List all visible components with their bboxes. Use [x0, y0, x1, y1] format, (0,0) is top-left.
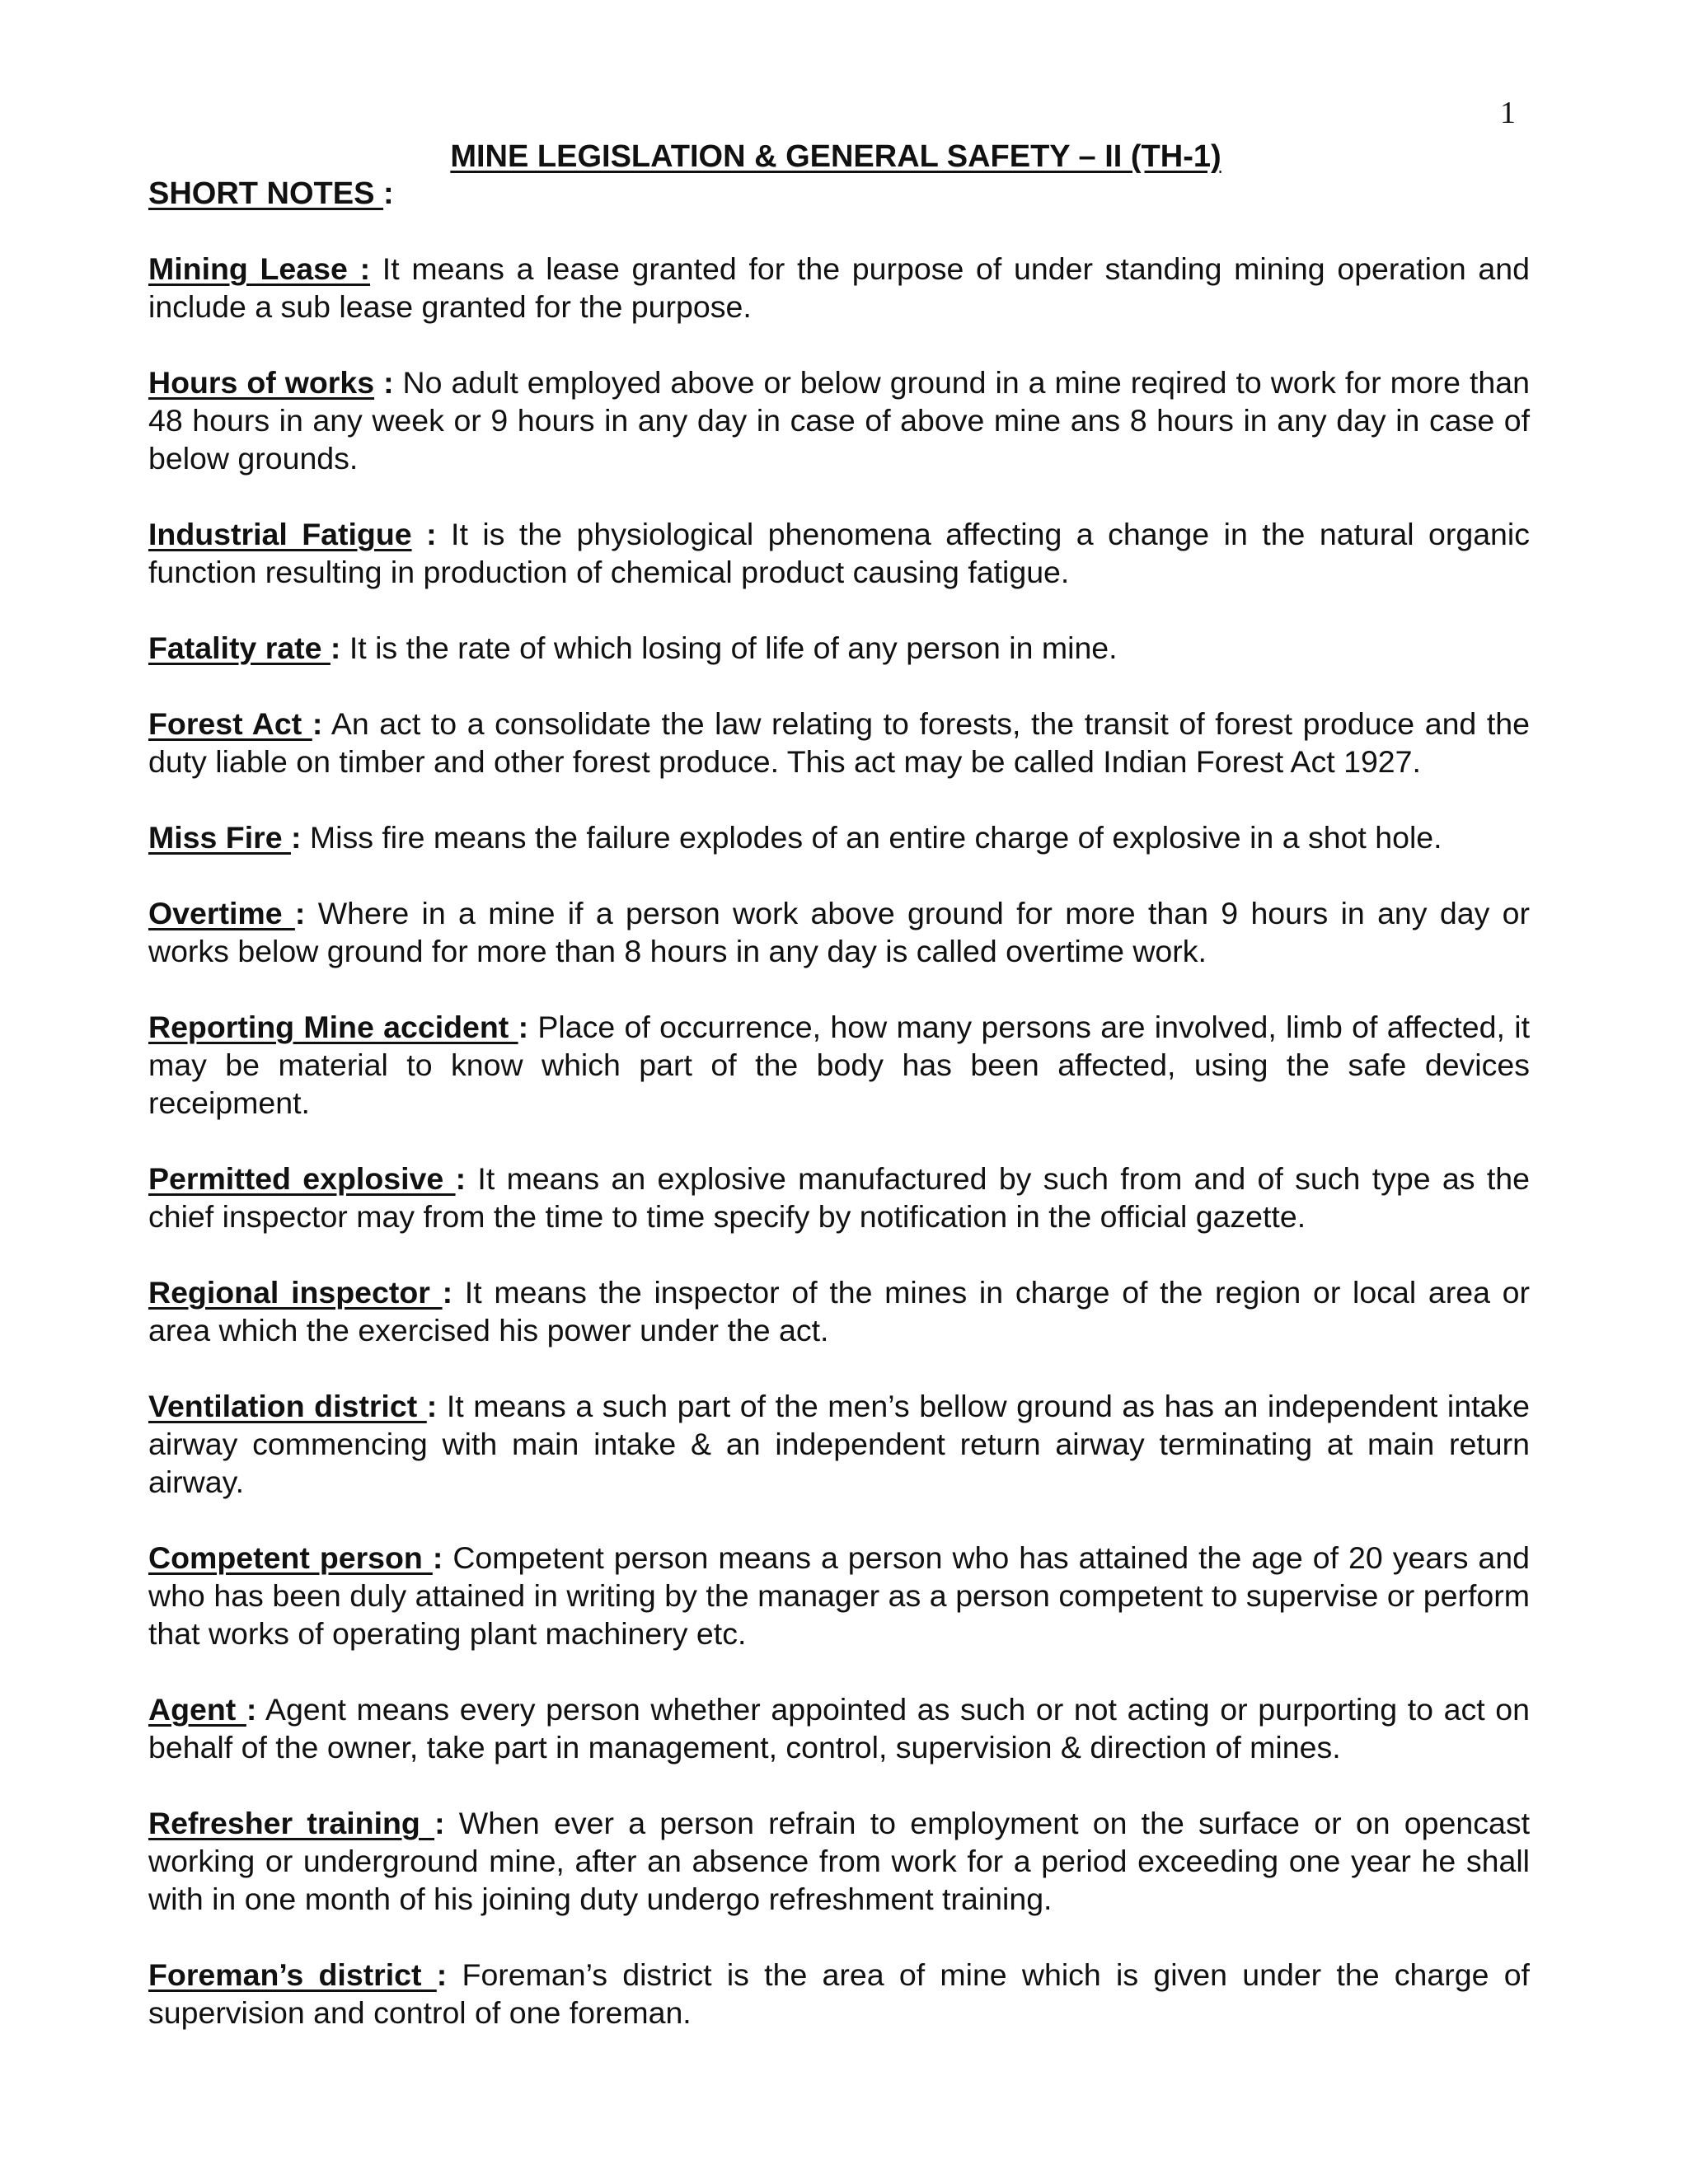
note-fatality-rate [148, 629, 1530, 667]
note-term: Foreman’s district [148, 1957, 437, 1992]
note-term: Ventilation district [148, 1389, 427, 1423]
note-reporting-mine-accident [148, 1008, 1530, 1122]
note-definition: Place of occurrence, how many persons are involved, limb of affected, it may be material to know which part of the body has been affected, using the safe devices receipment. [148, 1010, 1530, 1120]
note-mining-lease [148, 250, 1530, 326]
note-definition: When ever a person refrain to employment on the surface or on opencast working or underground mine, after an absence from work for a period exceeding one year he shall with in one month of his joining duty undergo refreshment training. [148, 1806, 1530, 1916]
note-colon: : [455, 1161, 467, 1196]
note-definition: Agent means every person whether appointed as such or not acting or purporting to act on behalf of the owner, take part in management, control, supervision & direction of mines. [148, 1692, 1530, 1765]
note-colon: : [442, 1275, 453, 1310]
document-title: MINE LEGISLATION & GENERAL SAFETY – II (TH-1) [450, 139, 1221, 174]
note-term: Industrial Fatigue [148, 517, 412, 551]
note-colon: : [294, 896, 306, 930]
note-refresher-training [148, 1804, 1530, 1918]
note-hours-of-works [148, 363, 1530, 477]
note-agent [148, 1690, 1530, 1766]
note-colon: : [383, 365, 394, 400]
note-term: Regional inspector [148, 1275, 443, 1310]
note-term: Fatality rate [148, 630, 331, 665]
note-regional-inspector [148, 1273, 1530, 1349]
page-number: 1 [1500, 96, 1516, 130]
note-definition: It means a lease granted for the purpose of under standing mining operation and include a sub lease granted for the purpose. [148, 251, 1530, 324]
note-definition: Competent person means a person who has attained the age of 20 years and who has been duly attained in writing by the manager as a person competent to supervise or perform that works of operating plant machinery etc. [148, 1540, 1530, 1651]
note-colon: : [426, 517, 437, 551]
section-heading-colon: : [383, 176, 394, 211]
note-definition: An act to a consolidate the law relating to forests, the transit of forest produce and the duty liable on timber and other forest produce. This act may be called Indian Forest Act 1927. [148, 706, 1530, 779]
note-term: Refresher training [148, 1806, 435, 1840]
note-colon: : [246, 1692, 257, 1727]
note-term: Miss Fire [148, 820, 291, 855]
note-colon: : [426, 1389, 438, 1423]
note-definition: No adult employed above or below ground in a mine reqired to work for more than 48 hours in any week or 9 hours in any day in case of above mine ans 8 hours in any day in case of below grounds. [148, 365, 1530, 476]
note-forest-act [148, 705, 1530, 780]
note-colon: : [436, 1957, 448, 1992]
note-colon: : [330, 630, 341, 665]
note-colon: : [312, 706, 323, 741]
note-term: Hours of works [148, 365, 375, 400]
note-colon: : [290, 820, 302, 855]
note-definition: It means a such part of the men’s bellow ground as has an independent intake airway commencing with main intake & an independent return airway terminating at main return airway. [148, 1389, 1530, 1499]
note-term: Forest Act [148, 706, 312, 741]
note-definition: Foreman’s district is the area of mine which is given under the charge of supervision and control of one foreman. [148, 1957, 1530, 2030]
note-term: Overtime [148, 896, 295, 930]
note-term: Permitted explosive [148, 1161, 456, 1196]
note-permitted-explosive [148, 1160, 1530, 1235]
note-definition: It is the rate of which losing of life of any person in mine. [340, 630, 1118, 665]
note-colon: : [432, 1540, 443, 1575]
note-overtime [148, 894, 1530, 970]
note-colon: : [434, 1806, 445, 1840]
note-competent-person [148, 1539, 1530, 1652]
note-industrial-fatigue [148, 515, 1530, 591]
note-colon: : [518, 1010, 529, 1044]
note-definition: It means an explosive manufactured by such from and of such type as the chief inspector may from the time to time specify by notification in the official gazette. [148, 1161, 1530, 1234]
section-heading-text: SHORT NOTES [148, 176, 384, 211]
note-ventilation-district [148, 1387, 1530, 1501]
note-foremans-district [148, 1956, 1530, 2032]
short-notes-list [148, 250, 1530, 2069]
note-miss-fire [148, 818, 1530, 856]
note-definition: Miss fire means the failure explodes of an entire charge of explosive in a shot hole. [301, 820, 1442, 855]
section-heading [148, 176, 394, 213]
note-term: Competent person [148, 1540, 433, 1575]
note-definition: It is the physiological phenomena affecting a change in the natural organic function resulting in production of chemical product causing fatigue. [148, 517, 1530, 589]
note-term: Mining Lease : [148, 251, 371, 286]
note-term: Reporting Mine accident [148, 1010, 518, 1044]
note-definition: It means the inspector of the mines in charge of the region or local area or area which the exercised his power under the act. [148, 1275, 1530, 1347]
note-definition: Where in a mine if a person work above ground for more than 9 hours in any day or works below ground for more than 8 hours in any day is called overtime work. [148, 896, 1530, 968]
note-term: Agent [148, 1692, 246, 1727]
